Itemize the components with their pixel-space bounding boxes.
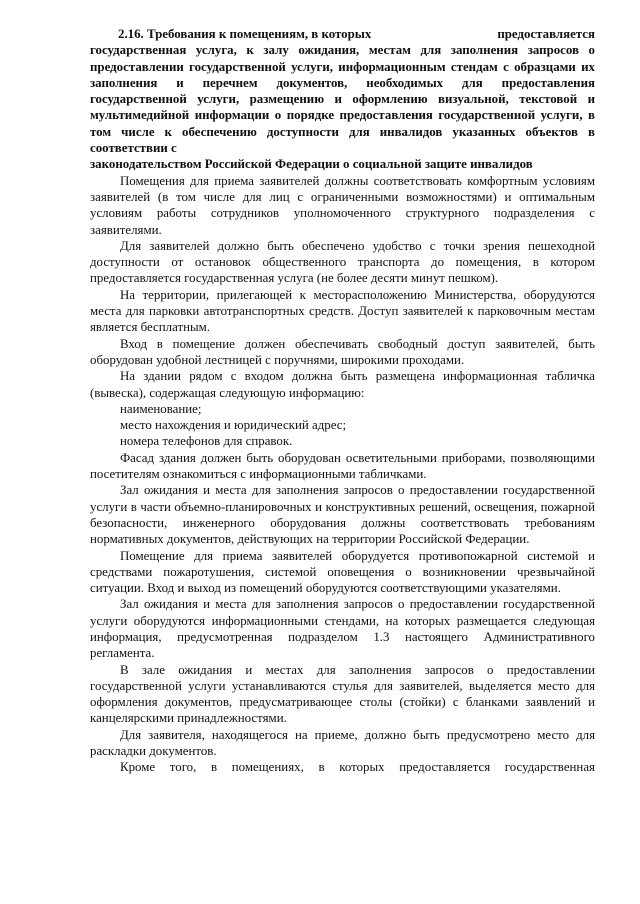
list-item: номера телефонов для справок. bbox=[120, 434, 293, 449]
heading-first-right: предоставляется bbox=[497, 27, 595, 41]
heading-last-line: законодательством Российской Федерации о социальной защите инвалидов bbox=[90, 157, 533, 172]
heading-first-line bbox=[90, 26, 595, 42]
paragraph: Помещение для приема заявителей оборудуется противопожарной системой и средствами пожаротушения, системой оповещения о возникновении чрезвычайной ситуации. Вход и выход из помещений оборудуются соответствующими указателями. bbox=[90, 548, 595, 596]
heading-first-left: 2.16. Требования к помещениям, в которых bbox=[118, 27, 372, 41]
paragraph-continued: Кроме того, в помещениях, в которых предоставляется государственная bbox=[120, 760, 595, 775]
paragraph: Зал ожидания и места для заполнения запросов о предоставлении государственной услуги оборудуются информационными стендами, на которых размещается следующая информация, предусмотренная подразделом 1.3 настоящего Административного регламента. bbox=[90, 597, 595, 661]
list-item: место нахождения и юридический адрес; bbox=[120, 418, 347, 433]
paragraph: Фасад здания должен быть оборудован осветительными приборами, позволяющими посетителям ознакомиться с информационными табличками. bbox=[90, 450, 595, 482]
list-item: наименование; bbox=[120, 401, 202, 416]
paragraph: Зал ожидания и места для заполнения запросов о предоставлении государственной услуги в части объемно-планировочных и конструктивных решений, освещения, пожарной безопасности, инженерного оборудования должны соответствовать требованиям нормативных документов, действующих на территории Российской Федерации. bbox=[90, 483, 595, 547]
heading-body: государственная услуга, к залу ожидания, местам для заполнения запросов о предоставлении государственной услуги, информационным стендам с образцами их заполнения и перечнем документов, необходимых для предоставления государственной услуги, размещению и оформлению визуальной, текстовой и мультимедийной информации о порядке предоставления государственной услуги, в том числе к обеспечению доступности для инвалидов указанных объектов в соответствии с bbox=[90, 43, 595, 156]
paragraph: На здании рядом с входом должна быть размещена информационная табличка (вывеска), содержащая следующую информацию: bbox=[90, 369, 595, 400]
paragraph: Для заявителя, находящегося на приеме, должно быть предусмотрено место для раскладки документов. bbox=[90, 727, 595, 759]
paragraph: Для заявителей должно быть обеспечено удобство с точки зрения пешеходной доступности от остановок общественного транспорта до помещения, в котором предоставляется государственная услуга (не более десяти минут пешком). bbox=[90, 238, 595, 286]
section-heading bbox=[90, 26, 595, 173]
paragraph: В зале ожидания и местах для заполнения запросов о предоставлении государственной услуги устанавливаются стулья для заявителей, выделяется место для оформления документов, предусматривающее столы (стойки) с бланками заявлений и канцелярскими принадлежностями. bbox=[90, 662, 595, 726]
paragraph: На территории, прилегающей к месторасположению Министерства, оборудуются места для парковки автотранспортных средств. Доступ заявителей к парковочным местам является бесплатным. bbox=[90, 287, 595, 335]
paragraph: Помещения для приема заявителей должны соответствовать комфортным условиям заявителей (в том числе для лиц с ограниченными возможностями) и оптимальным условиям работы сотрудников уполномоченного структурного подразделения с заявителями. bbox=[90, 173, 595, 237]
paragraph: Вход в помещение должен обеспечивать свободный доступ заявителей, быть оборудован удобной лестницей с поручнями, широкими проходами. bbox=[90, 336, 595, 367]
